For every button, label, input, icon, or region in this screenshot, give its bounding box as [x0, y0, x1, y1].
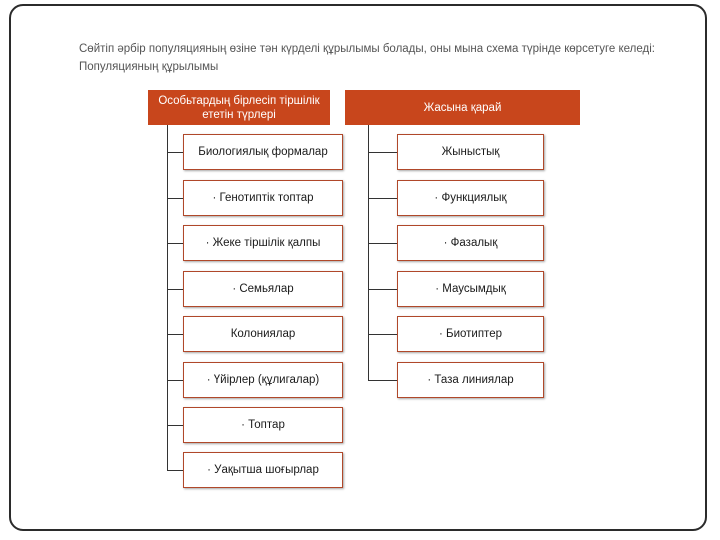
right-item-seasonal: · Маусымдық	[397, 271, 544, 307]
right-item-functional: · Функциялық	[397, 180, 544, 216]
left-connector-trunk	[167, 125, 168, 470]
left-column-header: Особьтардың бірлесіп тіршілік ететін түрлері	[148, 90, 330, 125]
right-column-header: Жасына қарай	[345, 90, 580, 125]
left-item-colonies: Колониялар	[183, 316, 343, 352]
left-item-genotypic-groups: · Генотиптік топтар	[183, 180, 343, 216]
left-item-temporary-aggregations: · Уақытша шоғырлар	[183, 452, 343, 488]
left-connector-branch	[167, 198, 183, 199]
left-item-biological-forms: Биологиялық формалар	[183, 134, 343, 170]
right-connector-trunk	[368, 125, 369, 380]
left-connector-branch	[167, 289, 183, 290]
intro-text: Сөйтіп әрбір популяцияның өзіне тән күрделі құрылымы болады, оны мына схема түрінде көрсетуге келеді: Популяцияның құрылымы	[79, 43, 655, 73]
slide-frame	[9, 4, 707, 531]
left-connector-branch	[167, 470, 183, 471]
right-connector-branch	[368, 289, 397, 290]
right-item-pure-lines: · Таза линиялар	[397, 362, 544, 398]
left-item-individual-life: · Жеке тіршілік қалпы	[183, 225, 343, 261]
left-connector-branch	[167, 152, 183, 153]
right-connector-branch	[368, 198, 397, 199]
right-item-sexual: Жыныстық	[397, 134, 544, 170]
left-connector-branch	[167, 334, 183, 335]
left-item-groups: · Топтар	[183, 407, 343, 443]
right-connector-branch	[368, 334, 397, 335]
left-connector-branch	[167, 380, 183, 381]
right-connector-branch	[368, 152, 397, 153]
right-item-biotypes: · Биотиптер	[397, 316, 544, 352]
right-item-phase: · Фазалық	[397, 225, 544, 261]
right-connector-branch	[368, 380, 397, 381]
right-connector-branch	[368, 243, 397, 244]
left-connector-branch	[167, 425, 183, 426]
left-item-herds: · Үйірлер (құлигалар)	[183, 362, 343, 398]
left-connector-branch	[167, 243, 183, 244]
left-item-families: · Семьялар	[183, 271, 343, 307]
